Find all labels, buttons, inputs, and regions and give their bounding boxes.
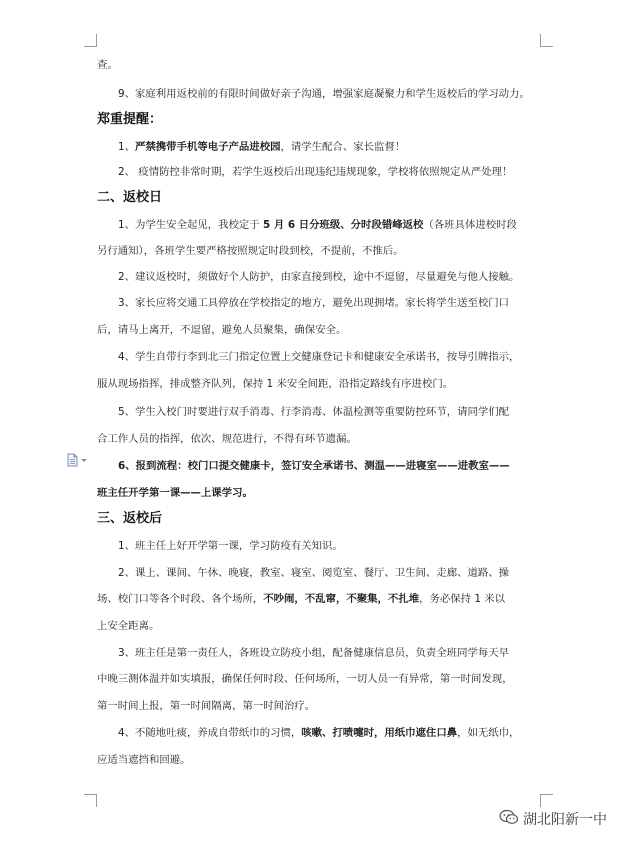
watermark <box>499 808 607 830</box>
paragraph-line <box>118 218 517 232</box>
section-heading-after-return: 三、返校后 <box>97 511 163 526</box>
text-run: ，务必保持 1 米以 <box>419 593 506 605</box>
text-run: ，请学生配合、家长监督！ <box>280 141 406 153</box>
crop-mark-top-right <box>540 34 553 47</box>
paragraph-line: 上安全距离。 <box>97 620 160 632</box>
paragraph-line <box>118 140 405 154</box>
crop-mark-bottom-left <box>84 794 97 807</box>
paragraph-line: 2、课上、课间、午休、晚寝，教室、寝室、阅览室、餐厅、卫生间、走廊、道路、操 <box>118 567 510 579</box>
paragraph-line: 后，请马上离开，不逗留，避免人员聚集，确保安全。 <box>97 324 347 336</box>
wechat-channel-icon <box>499 809 519 829</box>
section-heading-notice: 郑重提醒： <box>97 112 163 127</box>
bold-emphasis: 不吵闹，不乱窜，不聚集，不扎堆 <box>263 593 420 605</box>
text-run: ，如无纸巾， <box>457 727 520 739</box>
paragraph-line: 中晚三测体温并如实填报，确保任何时段、任何场所，一切人员一有异常，第一时间发现， <box>97 673 513 685</box>
paragraph-line: 3、班主任是第一责任人，各班设立防疫小组，配备健康信息员，负责全班同学每天早 <box>118 647 510 659</box>
paragraph-line: 合工作人员的指挥，依次、规范进行，不得有环节遗漏。 <box>97 433 357 445</box>
paragraph-line <box>118 726 519 740</box>
paragraph-line: 2、 疫情防控非常时期，若学生返校后出现违纪违规现象，学校将依照规定从严处理！ <box>118 166 513 178</box>
paragraph-line: 另行通知），各班学生要严格按照规定时段到校，不提前，不推后。 <box>97 245 404 257</box>
section-heading-return-day: 二、返校日 <box>97 190 163 205</box>
crop-mark-bottom-right <box>540 794 553 807</box>
paragraph-line: 查。 <box>97 59 118 71</box>
paragraph-line: 3、家长应将交通工具停放在学校指定的地方，避免出现拥堵。家长将学生送至校门口 <box>118 297 510 309</box>
bold-emphasis: 严禁携带手机等电子产品进校园 <box>135 141 281 153</box>
paragraph-line: 第一时间上报，第一时间隔离，第一时间治疗。 <box>97 700 316 712</box>
paragraph-line: 9、家庭利用返校前的有限时间做好亲子沟通，增强家庭凝聚力和学生返校后的学习动力。 <box>118 88 530 100</box>
paragraph-line: 5、学生入校门时要进行双手消毒、行李消毒、体温检测等重要防控环节，请同学们配 <box>118 406 510 418</box>
paragraph-line: 4、学生自带行李到北三门指定位置上交健康登记卡和健康安全承诺书，按导引牌指示， <box>118 351 520 363</box>
paragraph-line: 服从现场指挥，排成整齐队列，保持 1 米安全间距，沿指定路线有序进校门。 <box>97 378 454 390</box>
paragraph-line-bold: 6、报到流程：校门口提交健康卡，签订安全承诺书、测温——进寝室——进教室—— <box>118 460 510 472</box>
paragraph-line <box>97 592 505 606</box>
text-run: 4、不随地吐痰，养成自带纸巾的习惯， <box>118 727 302 739</box>
text-run: 场、校门口等各个时段、各个场所， <box>97 593 264 605</box>
paragraph-line: 1、班主任上好开学第一课，学习防疫有关知识。 <box>118 540 343 552</box>
text-run: 1、为学生安全起见，我校定于 <box>118 219 263 231</box>
document-icon[interactable] <box>66 452 90 466</box>
paragraph-line: 应适当遮挡和回避。 <box>97 754 191 766</box>
bold-emphasis: 5 月 6 日分班级、分时段错峰返校 <box>263 219 424 231</box>
watermark-text: 湖北阳新一中 <box>523 812 607 828</box>
crop-mark-top-left <box>84 34 97 47</box>
text-run: （各班具体进校时段 <box>423 219 517 231</box>
paragraph-line: 2、建议返校时，须做好个人防护，由家直接到校，途中不逗留，尽量避免与他人接触。 <box>118 271 520 283</box>
bold-emphasis: 咳嗽、打喷嚏时，用纸巾遮住口鼻 <box>301 727 458 739</box>
paragraph-line-bold: 班主任开学第一课——上课学习。 <box>97 487 253 499</box>
item-number: 1、 <box>118 141 136 153</box>
